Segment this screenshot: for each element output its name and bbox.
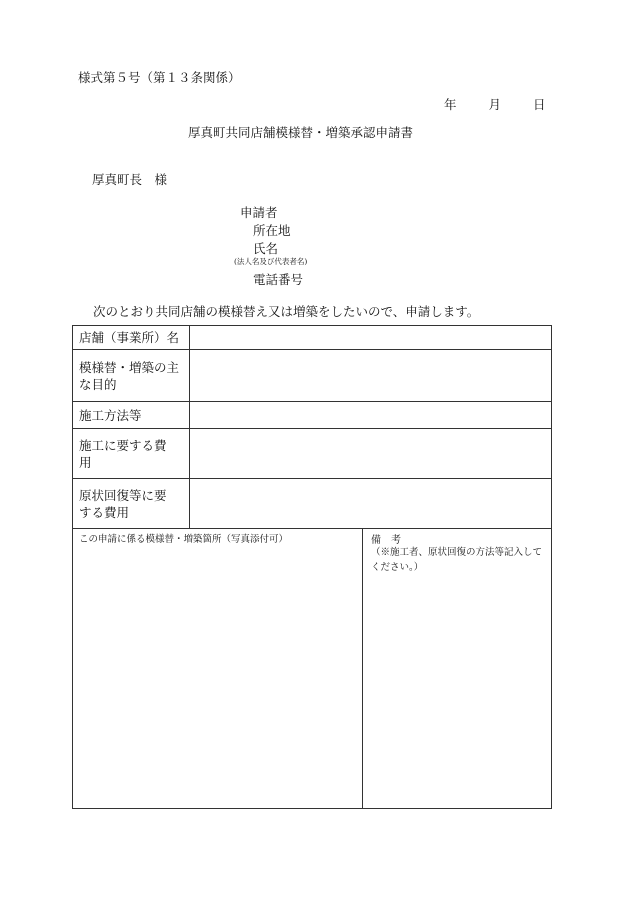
date-line (444, 95, 545, 113)
construction-cost-field[interactable] (190, 429, 552, 479)
applicant-label: 申請者 (240, 205, 278, 220)
addressee: 厚真町長 様 (92, 172, 168, 187)
row-label-line: する費用 (79, 504, 130, 520)
remarks-note: （※施工者、原状回復の方法等記入してください。） (371, 547, 543, 573)
method-field[interactable] (190, 402, 552, 429)
row-label-line: な目的 (79, 376, 117, 392)
applicant-name-note: (法人名及び代表者名) (234, 257, 308, 266)
document-title: 厚真町共同店舗模様替・増築承認申請書 (188, 125, 414, 140)
bottom-section (72, 528, 552, 809)
renovation-area-box[interactable] (73, 528, 363, 808)
row-label-line: 原状回復等に要 (79, 487, 167, 503)
row-label-store-name: 店舗（事業所）名 (73, 326, 190, 350)
form-number: 様式第５号（第１３条関係） (78, 70, 241, 85)
table-row (73, 429, 552, 479)
row-label-method: 施工方法等 (73, 402, 190, 429)
row-label-construction-cost (73, 429, 190, 479)
table-row (73, 326, 552, 350)
applicant-address: 所在地 (253, 223, 291, 238)
row-label-line: 施工に要する費 (79, 437, 167, 453)
row-label-restoration-cost (73, 479, 190, 529)
applicant-name: 氏名 (253, 241, 279, 256)
application-table (72, 325, 552, 529)
date-month: 月 (488, 97, 501, 112)
renovation-area-caption: この申請に係る模様替・増築箇所（写真添付可） (79, 534, 289, 545)
row-label-line: 模様替・増築の主 (79, 359, 180, 375)
table-row (73, 479, 552, 529)
applicant-phone: 電話番号 (253, 272, 304, 287)
date-year: 年 (444, 97, 457, 112)
date-day: 日 (532, 97, 546, 112)
restoration-cost-field[interactable] (190, 479, 552, 529)
table-row (73, 350, 552, 402)
remarks-title: 備 考 (371, 535, 401, 546)
purpose-field[interactable] (190, 350, 552, 402)
row-label-purpose (73, 350, 190, 402)
intro-text: 次のとおり共同店舗の模様替え又は増築をしたいので、申請します。 (93, 304, 480, 319)
row-label-line: 用 (79, 454, 92, 470)
table-row (73, 402, 552, 429)
store-name-field[interactable] (190, 326, 552, 350)
